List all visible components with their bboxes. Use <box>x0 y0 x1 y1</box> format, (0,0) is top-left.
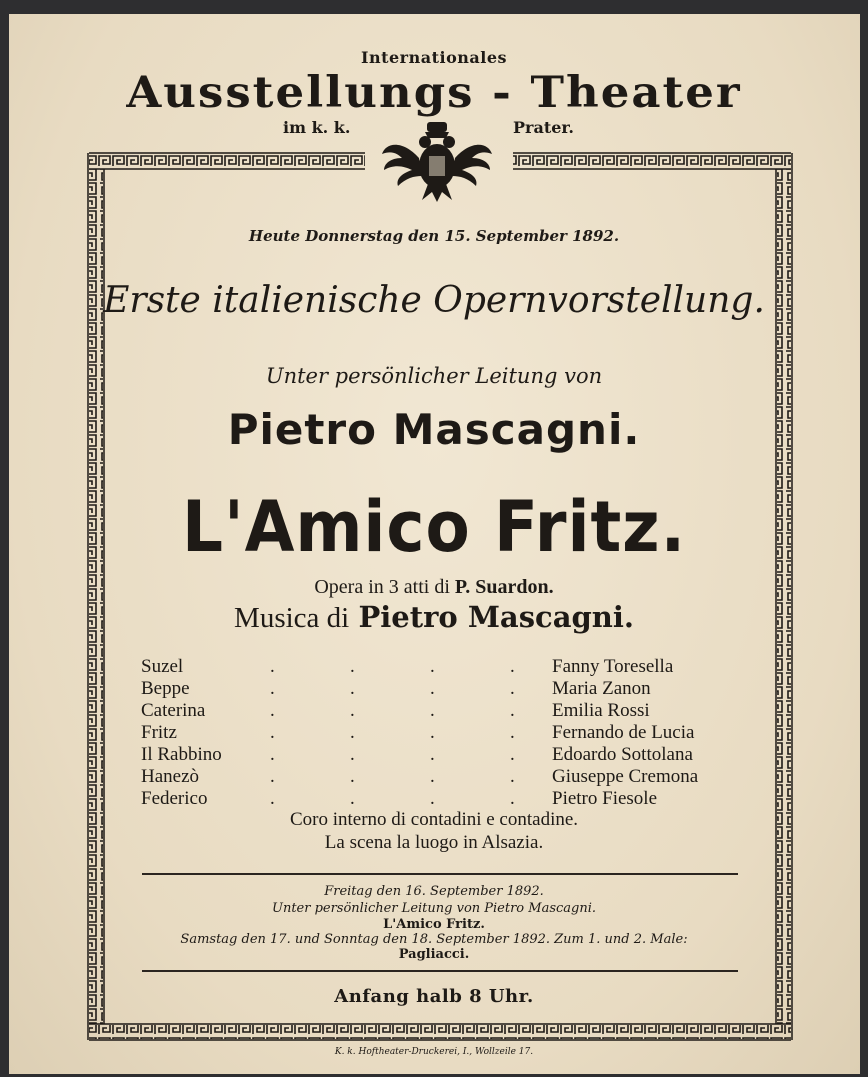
direction-line: Unter persönlicher Leitung von <box>265 364 603 388</box>
cast-dots: . . . . <box>270 788 515 809</box>
cast-singer: Edoardo Sottolana <box>552 744 693 765</box>
header-left-note: im k. k. <box>283 118 351 137</box>
cast-role: Caterina <box>141 700 206 721</box>
cast-dots: . . . . <box>270 656 515 677</box>
theater-title: Ausstellungs - Theater <box>126 67 742 118</box>
cast-row <box>0 788 868 810</box>
printer-credit: K. k. Hoftheater-Druckerei, I., Wollzeile 17. <box>334 1047 534 1057</box>
conductor-name: Pietro Mascagni. <box>227 405 641 454</box>
cast-role: Fritz <box>141 722 177 743</box>
music-prefix: Musica di <box>234 602 350 634</box>
upcoming-line-5: Pagliacci. <box>398 947 470 962</box>
cast-singer: Giuseppe Cremona <box>552 766 699 787</box>
divider-bottom <box>142 970 738 972</box>
libretto-line <box>0 576 868 599</box>
upcoming-line-4: Samstag den 17. und Sonntag den 18. September 1892. Zum 1. und 2. Male: <box>180 932 688 947</box>
cast-row <box>0 766 868 788</box>
divider-top <box>142 873 738 875</box>
cast-role: Il Rabbino <box>141 744 222 765</box>
cast-dots: . . . . <box>270 700 515 721</box>
cast-row <box>0 678 868 700</box>
cast-row <box>0 722 868 744</box>
opera-title: L'Amico Fritz. <box>182 486 686 568</box>
cast-row <box>0 744 868 766</box>
cast-dots: . . . . <box>270 744 515 765</box>
cast-dots: . . . . <box>270 678 515 699</box>
cast-singer: Fanny Toresella <box>552 656 674 677</box>
cast-role: Beppe <box>141 678 190 699</box>
header-line-internationales: Internationales <box>360 48 508 67</box>
cast-singer: Pietro Fiesole <box>552 788 658 809</box>
music-composer: Pietro Mascagni. <box>358 600 634 634</box>
cast-row <box>0 656 868 678</box>
libretto-prefix: Opera in 3 atti di <box>314 576 450 598</box>
cast-singer: Emilia Rossi <box>552 700 650 721</box>
cast-dots: . . . . <box>270 722 515 743</box>
upcoming-line-1: Freitag den 16. September 1892. <box>324 884 544 899</box>
headline: Erste italienische Opernvorstellung. <box>103 280 765 321</box>
start-time: Anfang halb 8 Uhr. <box>334 986 534 1007</box>
cast-singer: Fernando de Lucia <box>552 722 695 743</box>
cast-dots: . . . . <box>270 766 515 787</box>
cast-role: Federico <box>141 788 208 809</box>
cast-role: Suzel <box>141 656 184 677</box>
music-line <box>0 600 868 635</box>
date-line: Heute Donnerstag den 15. September 1892. <box>248 227 620 245</box>
header-right-note: Prater. <box>513 118 574 137</box>
libretto-author: P. Suardon. <box>454 576 554 598</box>
chorus-line: Coro interno di contadini e contadine. <box>289 809 579 830</box>
upcoming-line-3: L'Amico Fritz. <box>383 917 485 932</box>
cast-singer: Maria Zanon <box>552 678 651 699</box>
cast-role: Hanezò <box>141 766 200 787</box>
upcoming-line-2: Unter persönlicher Leitung von Pietro Mascagni. <box>271 901 597 916</box>
cast-row <box>0 700 868 722</box>
scene-line: La scena la luogo in Alsazia. <box>324 832 544 853</box>
